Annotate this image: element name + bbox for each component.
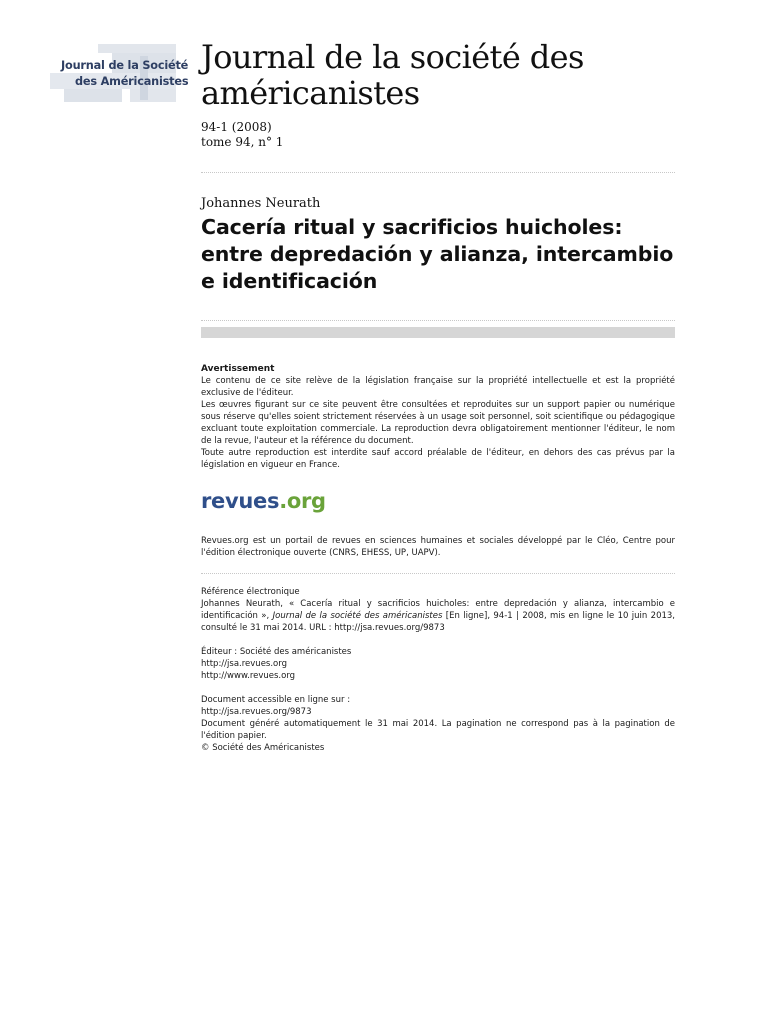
editor-url-2[interactable]: http://www.revues.org: [201, 671, 296, 681]
journal-logo-mark: [50, 44, 176, 104]
divider-top: [201, 172, 675, 173]
revues-logo-part2: .org: [279, 489, 326, 513]
warning-paragraph-2: Les œuvres figurant sur ce site peuvent être consultées et reproduites sur un support papier ou numérique sous réserve qu'elles soient strictement réservées à un usage soit personnel, soit scientifique ou pédagogique excluant toute exploitation commerciale. La reproduction devra obligatoirement mentionner l'éditeur, le nom de la revue, l'auteur et la référence du document.: [201, 400, 675, 446]
article-title: Cacería ritual y sacrificios huicholes: entre depredación y alianza, intercambio e identificación: [201, 215, 674, 293]
warning-section: [201, 363, 675, 471]
revues-logo-part1: revues: [201, 489, 280, 513]
citation-journal: Journal de la société des américanistes: [272, 611, 443, 621]
citation-text-post: [En ligne], 94-1 | 2008, mis en ligne le 10 juin 2013, consulté le 31 mai 2014. URL : http://jsa.revues.org/9873: [201, 611, 676, 633]
article-author: Johannes Neurath: [201, 196, 321, 211]
issue-info: [201, 120, 283, 150]
citation-text-pre: Johannes Neurath, « Cacería ritual y sacrificios huicholes: entre depredación y alianza, intercambio e identificación »,: [201, 599, 675, 621]
revues-org-logo[interactable]: [201, 489, 326, 513]
logo-text-line1: Journal de la Société: [61, 59, 189, 72]
generated-note: Document généré automatiquement le 31 mai 2014. La pagination ne correspond pas à la pagination de l'édition papier.: [201, 719, 675, 741]
warning-paragraph-1: Le contenu de ce site relève de la législation française sur la propriété intellectuelle et est la propriété exclusive de l'éditeur.: [201, 376, 675, 398]
copyright-line: © Société des Américanistes: [201, 743, 325, 753]
editor-url-1[interactable]: http://jsa.revues.org: [201, 659, 287, 669]
portal-description: Revues.org est un portail de revues en sciences humaines et sociales développé par le Cléo, Centre pour l'édition électronique ouverte (CNRS, EHESS, UP, UAPV).: [201, 536, 675, 558]
logo-text-line2: des Américanistes: [75, 75, 189, 88]
journal-title: Journal de la société des américanistes: [201, 38, 584, 112]
issue-volume: tome 94, n° 1: [201, 135, 284, 149]
warning-heading: Avertissement: [201, 364, 275, 374]
warning-paragraph-3: Toute autre reproduction est interdite sauf accord préalable de l'éditeur, en dehors des cas prévus par la législation en vigueur en France.: [201, 448, 675, 470]
reference-citation: [201, 598, 675, 634]
issue-number: 94-1 (2008): [201, 120, 272, 134]
editor-line: Éditeur : Société des américanistes: [201, 647, 352, 657]
grey-separator-bar: [201, 327, 675, 338]
reference-heading: Référence électronique: [201, 587, 300, 597]
reference-section: [201, 586, 675, 754]
access-label: Document accessible en ligne sur :: [201, 695, 351, 705]
divider-middle: [201, 320, 675, 321]
access-url[interactable]: http://jsa.revues.org/9873: [201, 707, 312, 717]
divider-bottom: [201, 573, 675, 574]
journal-logo: [50, 44, 189, 104]
